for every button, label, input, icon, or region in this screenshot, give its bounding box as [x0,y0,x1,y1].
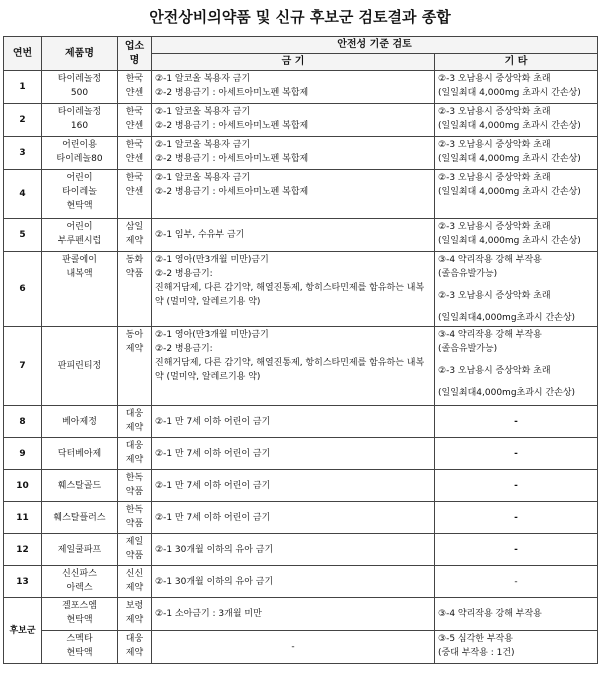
product-name: 훼스탈골드 [42,470,118,502]
table-row [4,502,598,534]
product-name: 신신파스 아렉스 [42,566,118,598]
row-no: 8 [4,406,42,438]
row-no: 2 [4,104,42,137]
ban-cell: ②-1 만 7세 이하 어린이 금기 [152,502,435,534]
table-row [4,137,598,170]
ban-cell: ②-1 알코올 복용자 금기 ②-2 병용금기 : 아세트아미노펜 복합제 [152,104,435,137]
maker-name: 동화 약품 [118,252,152,327]
header-ban: 금 기 [152,54,435,71]
table-row [4,566,598,598]
header-maker: 업소명 [118,37,152,71]
product-name: 겔포스엠 현탁액 [42,598,118,631]
product-name: 제일쿨파프 [42,534,118,566]
ban-cell: ②-1 알코올 복용자 금기 ②-2 병용금기 : 아세트아미노펜 복합제 [152,137,435,170]
row-no: 3 [4,137,42,170]
maker-name: 한독 약품 [118,470,152,502]
etc-cell: ②-3 오남용시 중상악화 초래 (일일최대 4,000mg 초과시 간손상) [435,137,598,170]
etc-cell: - [435,438,598,470]
ban-cell: ②-1 만 7세 이하 어린이 금기 [152,406,435,438]
review-table [3,36,598,664]
maker-name: 한국 얀센 [118,137,152,170]
row-no: 5 [4,219,42,252]
etc-cell: - [435,406,598,438]
product-name: 어린이 부루펜시럽 [42,219,118,252]
product-name: 어린이 타이레놀 현탁액 [42,170,118,219]
table-row [4,71,598,104]
product-name: 닥터베아제 [42,438,118,470]
page-title: 안전상비의약품 및 신규 후보군 검토결과 종합 [149,8,451,26]
row-no: 10 [4,470,42,502]
table-row [4,631,598,664]
product-name: 판콜에이 내복액 [42,252,118,327]
maker-name: 한국 얀센 [118,71,152,104]
table-row [4,104,598,137]
product-name: 어린이용 타이레놀80 [42,137,118,170]
table-row [4,534,598,566]
maker-name: 대웅 제약 [118,631,152,664]
ban-cell: ②-1 알코올 복용자 금기 ②-2 병용금기 : 아세트아미노펜 복합제 [152,71,435,104]
ban-cell: - [152,631,435,664]
row-no: 12 [4,534,42,566]
table-row [4,252,598,327]
ban-cell: ②-1 알코올 복용자 금기 ②-2 병용금기 : 아세트아미노펜 복합제 [152,170,435,219]
table-row [4,170,598,219]
ban-cell: ②-1 소아금기 : 3개월 미만 [152,598,435,631]
product-name: 훼스탈플러스 [42,502,118,534]
table-row [4,598,598,631]
etc-cell: - [435,566,598,598]
maker-name: 동아 제약 [118,327,152,406]
maker-name: 제일 약품 [118,534,152,566]
ban-cell: ②-1 만 7세 이하 어린이 금기 [152,438,435,470]
etc-cell: ②-3 오남용시 중상악화 초래 (일일최대 4,000mg 초과시 간손상) [435,170,598,219]
ban-cell: ②-1 30개월 이하의 유아 금기 [152,566,435,598]
ban-cell: ②-1 임부, 수유부 금기 [152,219,435,252]
header-product: 제품명 [42,37,118,71]
maker-name: 신신 제약 [118,566,152,598]
row-no: 11 [4,502,42,534]
maker-name: 대웅 제약 [118,406,152,438]
row-no: 9 [4,438,42,470]
product-name: 스멕타 현탁액 [42,631,118,664]
row-no: 13 [4,566,42,598]
etc-cell: ③-4 약리작용 강해 부작용 (졸음유발가능) ②-3 오남용시 증상악화 초래 (일일최대4,000mg초과시 간손상) [435,252,598,327]
etc-cell: ②-3 오남용시 증상악화 초래 (일일최대 4,000mg 초과시 간손상) [435,219,598,252]
etc-cell: - [435,502,598,534]
etc-cell: - [435,470,598,502]
etc-cell: ②-3 오남용시 중상악화 초래 (일일최대 4,000mg 초과시 간손상) [435,71,598,104]
etc-cell: ③-4 약리작용 강해 부작용 [435,598,598,631]
etc-cell: ②-3 오남용시 증상악화 초래 (일일최대 4,000mg 초과시 간손상) [435,104,598,137]
row-no: 1 [4,71,42,104]
product-name: 판피린티정 [42,327,118,406]
maker-name: 한독 약품 [118,502,152,534]
etc-cell: - [435,534,598,566]
row-no: 4 [4,170,42,219]
header-etc: 기 타 [435,54,598,71]
maker-name: 대웅 제약 [118,438,152,470]
ban-cell: ②-1 영아(만3개월 미만)금기 ②-2 병용금기: 진해거담제, 다른 감기약, 해열진통제, 항히스타민제를 함유하는 내복약 (멀미약, 알레르기용 약) [152,252,435,327]
maker-name: 한국 얀센 [118,170,152,219]
header-review: 안전성 기준 검토 [152,37,598,54]
table-row [4,470,598,502]
etc-cell: ③-4 약리작용 강해 부작용 (졸음유발가능) ②-3 오남용시 증상악화 초래 (일일최대4,000mg초과시 간손상) [435,327,598,406]
table-row [4,438,598,470]
candidate-label: 후보군 [4,598,42,664]
product-name: 타이레놀정 500 [42,71,118,104]
product-name: 베아제정 [42,406,118,438]
row-no: 7 [4,327,42,406]
etc-cell: ③-5 심각한 부작용 (중대 부작용 : 1건) [435,631,598,664]
maker-name: 보령 제약 [118,598,152,631]
table-row [4,406,598,438]
maker-name: 한국 얀센 [118,104,152,137]
ban-cell: ②-1 30개월 이하의 유아 금기 [152,534,435,566]
ban-cell: ②-1 영아(만3개월 미만)금기 ②-2 병용금기: 진해거담제, 다른 감기약, 해열진통제, 항히스타민제를 함유하는 내복약 (멀미약, 알레르기용 약) [152,327,435,406]
maker-name: 삼일 제약 [118,219,152,252]
header-no: 연번 [4,37,42,71]
ban-cell: ②-1 만 7세 이하 어린이 금기 [152,470,435,502]
row-no: 6 [4,252,42,327]
table-row [4,327,598,406]
product-name: 타이레놀정 160 [42,104,118,137]
table-row [4,219,598,252]
